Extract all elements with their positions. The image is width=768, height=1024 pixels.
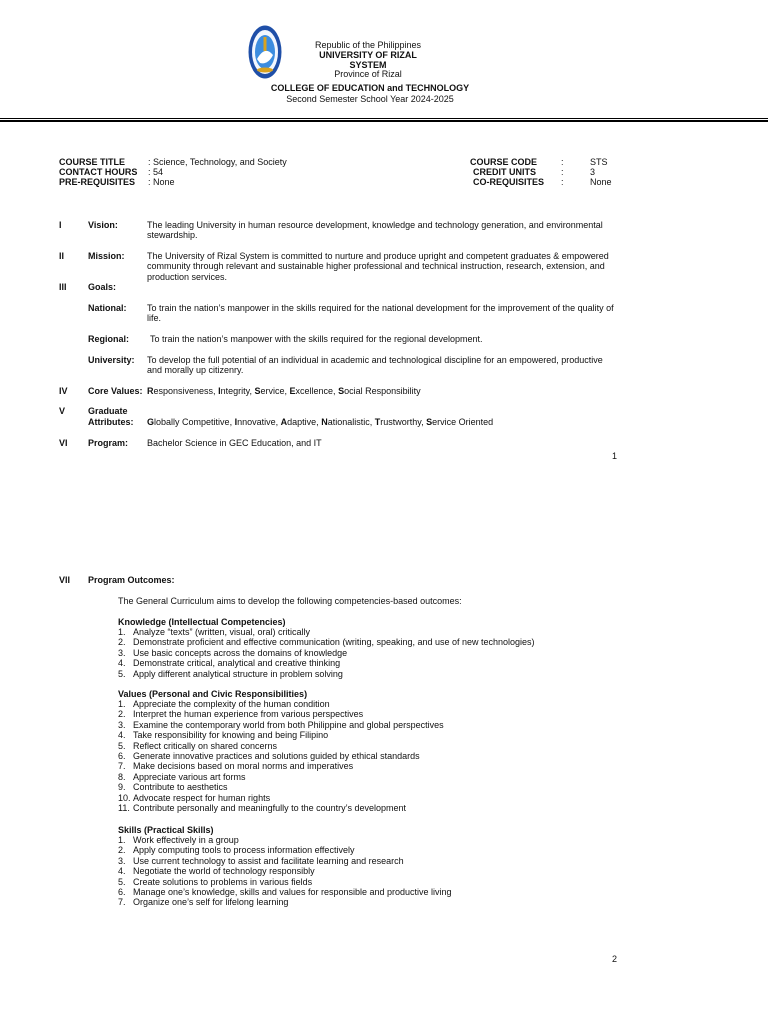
list-number: 11. [118, 803, 130, 813]
list-number: 2. [118, 845, 126, 856]
list-item-text: Examine the contemporary world from both Philippine and global perspectives [133, 719, 444, 730]
list-number: 2. [118, 709, 126, 720]
roman-iii: III [59, 282, 67, 292]
outcome-list-item [118, 699, 330, 709]
list-item-text: Demonstrate critical, analytical and creative thinking [133, 658, 341, 669]
header-divider [0, 118, 768, 119]
list-item-text: Demonstrate proficient and effective communication (writing, speaking, and use of new technologies) [133, 637, 535, 648]
list-number: 10. [118, 792, 131, 803]
list-number: 1. [118, 699, 126, 709]
university-seal-logo [248, 25, 282, 79]
mission-text: The University of Rizal System is committed to nurture and produce upright and competent graduates & empowered community through relevant and sustainable higher professional and technical instruction, research, extension, and production services. [147, 251, 609, 282]
roman-vii: VII [59, 575, 71, 585]
outcome-list-item [118, 627, 310, 637]
roman-vi: VI [59, 438, 68, 448]
list-item-text: Use current technology to assist and facilitate learning and research [133, 855, 404, 866]
core-value: Integrity [218, 386, 250, 396]
list-number: 1. [118, 835, 126, 845]
outcome-list-item [118, 741, 277, 751]
list-number: 5. [118, 740, 126, 751]
list-number: 9. [118, 782, 126, 793]
program-label: Program: [88, 438, 129, 448]
list-number: 3. [118, 855, 126, 866]
list-number: 6. [118, 887, 126, 897]
attribute: Nationalistic [321, 417, 370, 427]
semester: Second Semester School Year 2024-2025 [286, 94, 454, 104]
roman-i: I [59, 220, 62, 230]
program-text: Bachelor Science in GEC Education, and IT [147, 438, 322, 448]
list-number: 6. [118, 751, 126, 761]
list-number: 7. [118, 897, 126, 908]
outcome-list-item [118, 835, 239, 845]
course-title-label: COURSE TITLE [59, 157, 126, 167]
attributes-label: Attributes: [88, 417, 134, 427]
outcome-list-item [118, 782, 228, 792]
mission-label: Mission: [88, 251, 125, 261]
outcome-list-item [118, 761, 353, 771]
regional-label: Regional: [88, 334, 130, 344]
list-item-text: Apply computing tools to process information effectively [133, 845, 355, 856]
credit-units-label: CREDIT UNITS [473, 167, 536, 178]
list-item-text: Appreciate various art forms [133, 771, 246, 782]
outcome-list-item [118, 793, 270, 803]
attribute: Trustworthy [374, 417, 422, 427]
list-item-text: Contribute personally and meaningfully to the country’s development [133, 803, 406, 813]
prerequisites-value: : None [148, 177, 175, 188]
outcome-list-item [118, 720, 444, 730]
list-item-text: Generate innovative practices and solutions guided by ethical standards [133, 751, 420, 761]
vision-label: Vision: [88, 220, 118, 230]
header-divider-thick [0, 120, 768, 122]
roman-v: V [59, 406, 66, 416]
corequisites-value: None [590, 177, 612, 188]
outcome-list-item [118, 730, 328, 740]
outcome-list-item [118, 897, 288, 907]
program-outcomes-label: Program Outcomes: [88, 575, 175, 585]
list-number: 5. [118, 668, 126, 679]
course-code-value: STS [590, 157, 608, 167]
list-item-text: Interpret the human experience from various perspectives [133, 709, 364, 720]
list-number: 5. [118, 876, 126, 887]
outcome-list-item [118, 648, 347, 658]
list-item-text: Create solutions to problems in various fields [133, 876, 313, 887]
list-number: 8. [118, 771, 126, 782]
outcome-list-item [118, 669, 343, 679]
course-title-value: : Science, Technology, and Society [148, 157, 287, 167]
regional-text: To train the nation’s manpower with the skills required for the regional development. [150, 334, 483, 344]
values-title: Values (Personal and Civic Responsibilities) [118, 689, 308, 699]
core-value: Responsiveness [147, 386, 214, 396]
roman-iv: IV [59, 386, 68, 396]
course-code-label: COURSE CODE [470, 157, 538, 167]
outcome-list-item [118, 803, 406, 813]
contact-hours-label: CONTACT HOURS [59, 167, 138, 178]
attribute: Globally Competitive [147, 417, 230, 427]
outcomes-intro: The General Curriculum aims to develop the following competencies-based outcomes: [118, 596, 462, 606]
course-info-left [59, 157, 287, 188]
prerequisites-label: PRE-REQUISITES [59, 177, 136, 188]
attribute: Innovative [234, 417, 276, 427]
outcome-list-item [118, 856, 404, 866]
university-label: University: [88, 355, 135, 365]
outcome-list-item [118, 709, 363, 719]
list-item-text: Make decisions based on moral norms and imperatives [133, 761, 354, 772]
outcome-list-item [118, 866, 315, 876]
core-values-text: Responsiveness, Integrity, Service, Excellence, Social Responsibility [147, 386, 421, 396]
vision-text: The leading University in human resource development, knowledge and technology generation, and environmental stewardship. [147, 220, 603, 241]
list-item-text: Organize one’s self for lifelong learning [133, 897, 289, 908]
contact-hours-value: : 54 [148, 167, 164, 178]
page-number-2: 2 [612, 954, 618, 964]
list-item-text: Work effectively in a group [133, 835, 239, 845]
outcome-list-item [118, 637, 535, 647]
list-item-text: Appreciate the complexity of the human condition [133, 699, 330, 709]
header-university: UNIVERSITY OF RIZAL SYSTEM [319, 49, 417, 70]
outcome-list-item [118, 887, 452, 897]
page-number-1: 1 [612, 451, 618, 461]
list-item-text: Negotiate the world of technology responsibly [133, 866, 315, 877]
list-item-text: Take responsibility for knowing and being Filipino [133, 730, 329, 741]
college-name: COLLEGE OF EDUCATION and TECHNOLOGY [270, 83, 470, 93]
core-value: Social Responsibility [338, 386, 421, 396]
outcome-list-item [118, 751, 420, 761]
graduate-attributes-text: Globally Competitive, Innovative, Adaptive, Nationalistic, Trustworthy, Service Oriented [147, 417, 494, 427]
list-number: 3. [118, 647, 126, 658]
list-number: 4. [118, 730, 126, 741]
national-label: National: [88, 303, 127, 313]
goals-label: Goals: [88, 282, 117, 292]
list-item-text: Apply different analytical structure in problem solving [133, 668, 343, 679]
outcome-list-item [118, 845, 354, 855]
list-number: 2. [118, 637, 126, 648]
core-value: Service [254, 386, 285, 396]
attribute: Adaptive [280, 417, 317, 427]
core-value: Excellence [289, 386, 334, 396]
graduate-label: Graduate [88, 406, 128, 416]
list-item-text: Advocate respect for human rights [133, 792, 271, 803]
outcome-list-item [118, 772, 246, 782]
list-item-text: Reflect critically on shared concerns [133, 740, 278, 751]
roman-ii: II [59, 251, 65, 261]
course-info-right: COURSE CODE : STS CREDIT UNITS : 3 CO-REQUISITES : None [470, 157, 612, 188]
list-item-text: Use basic concepts across the domains of knowledge [133, 647, 348, 658]
list-number: 1. [118, 627, 126, 637]
list-number: 4. [118, 658, 126, 669]
header-province: Province of Rizal [334, 69, 402, 80]
core-values-label: Core Values: [88, 386, 143, 396]
list-item-text: Contribute to aesthetics [133, 782, 228, 793]
list-item-text: Manage one’s knowledge, skills and values for responsible and productive living [133, 887, 452, 897]
list-number: 7. [118, 761, 126, 772]
knowledge-title: Knowledge (Intellectual Competencies) [118, 617, 286, 627]
list-number: 3. [118, 719, 126, 730]
credit-units-value: 3 [590, 167, 596, 178]
national-text: To train the nation’s manpower in the skills required for the national development for the improvement of the quality of life. [147, 303, 614, 324]
list-number: 4. [118, 866, 126, 877]
university-text: To develop the full potential of an individual in academic and technological discipline for an empowered, productive and morally up citizenry. [147, 355, 603, 376]
attribute: Service Oriented [426, 417, 494, 427]
skills-title: Skills (Practical Skills) [118, 825, 214, 835]
list-item-text: Analyze “texts” (written, visual, oral) critically [133, 627, 311, 637]
header-republic: Republic of the Philippines [314, 40, 422, 50]
corequisites-label: CO-REQUISITES [473, 177, 545, 188]
outcome-list-item [118, 658, 340, 668]
outcome-list-item [118, 877, 312, 887]
